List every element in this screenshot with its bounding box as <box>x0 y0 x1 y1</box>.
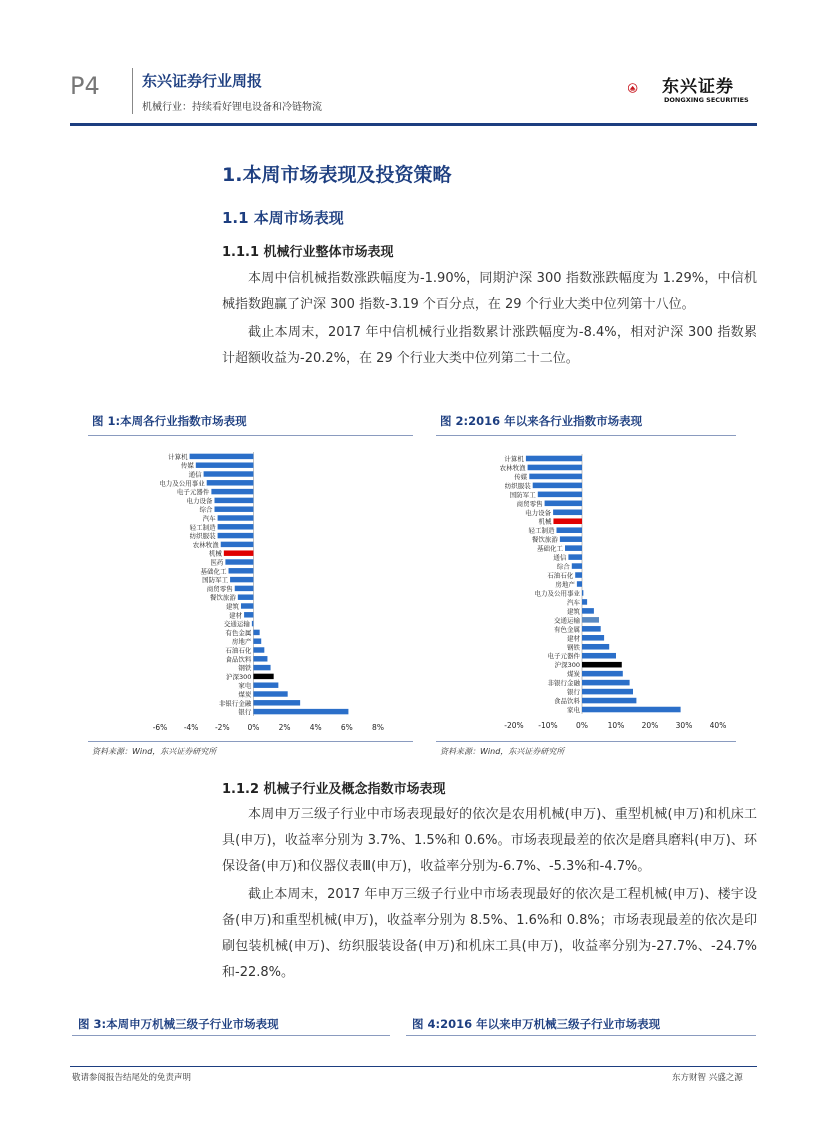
category-label: 食品饮料 <box>554 697 580 706</box>
category-label: 综合 <box>556 562 570 571</box>
category-label: 国防军工 <box>202 576 229 585</box>
category-label: 沪深300 <box>554 661 580 670</box>
category-label: 非银行金融 <box>547 679 580 688</box>
figure-1-chart <box>88 440 413 740</box>
bar-钢铁 <box>582 644 609 650</box>
category-label: 商贸零售 <box>516 499 543 508</box>
bar-非银行金融 <box>582 680 630 686</box>
bar-家电 <box>253 682 278 687</box>
tick-label: 2% <box>278 723 291 732</box>
bar-机械 <box>553 518 582 524</box>
bar-国防军工 <box>538 492 582 498</box>
category-label: 建材 <box>567 634 580 643</box>
paragraph-2: 截止本周末，2017 年中信机械行业指数累计涨跌幅度为-8.4%，相对沪深 300 指数累计超额收益为-20.2%，在 29 个行业大类中位列第二十二位。 <box>222 325 757 366</box>
bar-医药 <box>225 559 253 564</box>
bar-通信 <box>204 471 254 476</box>
bar-交通运输 <box>252 621 254 626</box>
category-label: 建筑 <box>225 602 239 611</box>
bar-基础化工 <box>565 545 582 551</box>
figure-2-title: 图 2:2016 年以来各行业指数市场表现 <box>440 414 643 428</box>
figure-4-title: 图 4:2016 年以来申万机械三级子行业市场表现 <box>412 1017 661 1031</box>
bar-农林牧渔 <box>528 465 582 471</box>
category-label: 房地产 <box>231 637 252 646</box>
footer-rule <box>70 1066 757 1067</box>
category-label: 汽车 <box>567 598 580 607</box>
figure-1-rule <box>88 435 413 436</box>
footer-slogan: 东方财智 兴盛之源 <box>672 1073 743 1083</box>
bar-电力及公用事业 <box>582 590 583 596</box>
category-label: 钢铁 <box>238 664 252 673</box>
tick-label: 20% <box>641 721 659 730</box>
logo-text-en: DONGXING SECURITIES <box>664 96 749 104</box>
bar-国防军工 <box>230 577 253 582</box>
section-heading-1: 1.本周市场表现及投资策略 <box>222 164 452 186</box>
category-label: 石油石化 <box>547 571 574 580</box>
category-label: 机械 <box>538 517 552 526</box>
bar-餐饮旅游 <box>560 536 582 542</box>
category-label: 房地产 <box>555 580 575 589</box>
bar-综合 <box>215 506 254 511</box>
bar-计算机 <box>190 454 254 459</box>
category-label: 有色金属 <box>225 628 252 637</box>
tick-label: 8% <box>372 723 384 732</box>
bar-银行 <box>582 689 633 695</box>
figure-2-chart <box>436 440 736 740</box>
category-label: 商贸零售 <box>206 584 233 593</box>
bar-有色金属 <box>253 630 259 635</box>
bar-电力及公用事业 <box>207 480 254 485</box>
tick-label: -2% <box>214 723 230 732</box>
category-label: 钢铁 <box>567 643 580 652</box>
bar-传媒 <box>529 474 582 480</box>
category-label: 电子元器件 <box>547 652 580 661</box>
category-label: 纺织服装 <box>504 481 531 490</box>
figure-2-rule <box>436 435 736 436</box>
tick-label: -4% <box>183 723 199 732</box>
category-label: 银行 <box>238 708 252 717</box>
bar-煤炭 <box>582 671 623 677</box>
figure-3-title: 图 3:本周申万机械三级子行业市场表现 <box>78 1017 279 1031</box>
category-label: 餐饮旅游 <box>209 593 236 602</box>
figure-3-rule <box>72 1035 390 1036</box>
bar-商贸零售 <box>235 586 254 591</box>
bar-石油石化 <box>253 647 264 652</box>
category-label: 计算机 <box>168 452 188 461</box>
bar-房地产 <box>577 581 582 587</box>
bar-建材 <box>244 612 253 617</box>
bar-食品饮料 <box>582 698 636 704</box>
bar-通信 <box>568 554 582 560</box>
bar-沪深300 <box>253 674 273 679</box>
figure-4-rule <box>406 1035 756 1036</box>
section-heading-1-1-1: 1.1.1 机械行业整体市场表现 <box>222 245 394 260</box>
bar-电子元器件 <box>211 489 253 494</box>
category-label: 机械 <box>208 549 222 558</box>
tick-label: 0% <box>576 721 588 730</box>
bar-基础化工 <box>229 568 254 573</box>
category-label: 餐饮旅游 <box>531 535 558 544</box>
header-rule <box>70 123 757 126</box>
category-label: 煤炭 <box>567 670 580 679</box>
bar-传媒 <box>196 462 254 467</box>
bar-建材 <box>582 635 604 641</box>
category-label: 农林牧渔 <box>192 540 219 549</box>
bar-房地产 <box>253 638 261 643</box>
category-label: 建筑 <box>567 607 580 616</box>
bar-综合 <box>572 563 582 569</box>
bar-银行 <box>253 709 348 714</box>
category-label: 基础化工 <box>200 567 227 576</box>
category-label: 传媒 <box>514 472 528 481</box>
bar-钢铁 <box>253 665 270 670</box>
category-label: 非银行金融 <box>218 699 252 708</box>
bar-纺织服装 <box>533 483 582 489</box>
tick-label: 30% <box>675 721 693 730</box>
category-label: 医药 <box>210 558 224 567</box>
paragraph-1: 本周中信机械指数涨跌幅度为-1.90%，同期沪深 300 指数涨跌幅度为 1.29%，中信机械指数跑赢了沪深 300 指数-3.19 个百分点，在 29 个行业大类中位列第十八位。 <box>222 271 757 312</box>
tick-label: -20% <box>504 721 524 730</box>
page-number: P4 <box>70 72 100 100</box>
bar-电力设备 <box>215 498 254 503</box>
tick-label: -10% <box>538 721 558 730</box>
bar-家电 <box>582 707 681 713</box>
category-label: 银行 <box>567 688 580 697</box>
tick-label: 0% <box>247 723 260 732</box>
header-divider <box>132 68 133 114</box>
bar-餐饮旅游 <box>238 594 254 599</box>
category-label: 基础化工 <box>537 544 563 553</box>
bar-交通运输 <box>582 617 599 623</box>
category-label: 农林牧渔 <box>499 463 526 472</box>
bar-电子元器件 <box>582 653 616 659</box>
category-label: 电力及公用事业 <box>159 479 205 488</box>
category-label: 通信 <box>553 553 567 562</box>
bar-非银行金融 <box>253 700 300 705</box>
tick-label: 4% <box>309 723 322 732</box>
tick-label: 40% <box>709 721 727 730</box>
section-heading-1-1-2: 1.1.2 机械子行业及概念指数市场表现 <box>222 782 446 797</box>
category-label: 交通运输 <box>223 620 250 629</box>
category-label: 交通运输 <box>554 616 580 625</box>
bar-电力设备 <box>553 509 582 515</box>
category-label: 家电 <box>567 706 580 715</box>
bar-煤炭 <box>253 691 287 696</box>
section-heading-1-1: 1.1 本周市场表现 <box>222 209 344 227</box>
category-label: 轻工制造 <box>528 526 555 535</box>
figure-2-source: 资料来源：Wind，东兴证券研究所 <box>440 747 565 756</box>
category-label: 煤炭 <box>238 690 252 699</box>
category-label: 纺织服装 <box>189 532 216 541</box>
bar-轻工制造 <box>557 527 583 533</box>
report-subtitle: 机械行业：持续看好锂电设备和冷链物流 <box>142 102 322 113</box>
tick-label: -6% <box>152 723 168 732</box>
bar-有色金属 <box>582 626 601 632</box>
category-label: 国防军工 <box>509 490 536 499</box>
bar-机械 <box>224 550 254 555</box>
bar-汽车 <box>582 599 587 605</box>
bar-汽车 <box>218 515 254 520</box>
figure-2-bottom-rule <box>436 741 736 742</box>
dongxing-logo-icon <box>628 70 662 106</box>
footer-disclaimer: 敬请参阅报告结尾处的免责声明 <box>72 1073 192 1083</box>
category-label: 通信 <box>188 470 202 479</box>
bar-轻工制造 <box>218 524 254 529</box>
bar-建筑 <box>241 603 253 608</box>
tick-label: 10% <box>607 721 625 730</box>
category-label: 电力及公用事业 <box>534 589 580 598</box>
category-label: 轻工制造 <box>189 523 216 532</box>
bar-石油石化 <box>575 572 582 578</box>
paragraph-4: 截止本周末，2017 年申万三级子行业中市场表现最好的依次是工程机械(申万)、楼宇设备(申万)和重型机械(申万)，收益率分别为 8.5%、1.6%和 0.8%；市场表现最差的依次是印刷包装机械(申万)、纺织服装设备(申万)和机床工具(申万)，收益率分别为-27.7%、-24.7%和-22.8%。 <box>222 887 757 980</box>
category-label: 电力设备 <box>186 496 213 505</box>
bar-沪深300 <box>582 662 622 668</box>
category-label: 计算机 <box>504 454 524 463</box>
paragraph-3: 本周申万三级子行业中市场表现最好的依次是农用机械(申万)、重型机械(申万)和机床工具(申万)，收益率分别为 3.7%、1.5%和 0.6%。市场表现最差的依次是磨具磨料(申万)、环保设备(申万)和仪器仪表Ⅲ(申万)，收益率分别为-6.7%、-5.3%和-4.7%。 <box>222 807 757 874</box>
category-label: 食品饮料 <box>225 655 252 664</box>
figure-1-bottom-rule <box>88 741 413 742</box>
category-label: 有色金属 <box>554 625 580 634</box>
category-label: 建材 <box>229 611 243 620</box>
category-label: 沪深300 <box>226 672 252 681</box>
bar-计算机 <box>526 456 582 462</box>
bar-食品饮料 <box>253 656 267 661</box>
category-label: 石油石化 <box>225 646 252 655</box>
bar-农林牧渔 <box>221 542 254 547</box>
category-label: 家电 <box>238 681 252 690</box>
category-label: 电力设备 <box>525 508 552 517</box>
bar-纺织服装 <box>218 533 254 538</box>
figure-1-source: 资料来源：Wind，东兴证券研究所 <box>92 747 217 756</box>
logo-text-cn: 东兴证券 <box>662 77 734 97</box>
figure-1-title: 图 1:本周各行业指数市场表现 <box>92 414 247 428</box>
category-label: 传媒 <box>180 461 194 470</box>
bar-建筑 <box>582 608 594 614</box>
report-title: 东兴证券行业周报 <box>142 72 263 90</box>
tick-label: 6% <box>340 723 353 732</box>
category-label: 汽车 <box>202 514 216 523</box>
category-label: 电子元器件 <box>176 488 210 497</box>
category-label: 综合 <box>199 505 213 514</box>
bar-商贸零售 <box>545 501 582 507</box>
